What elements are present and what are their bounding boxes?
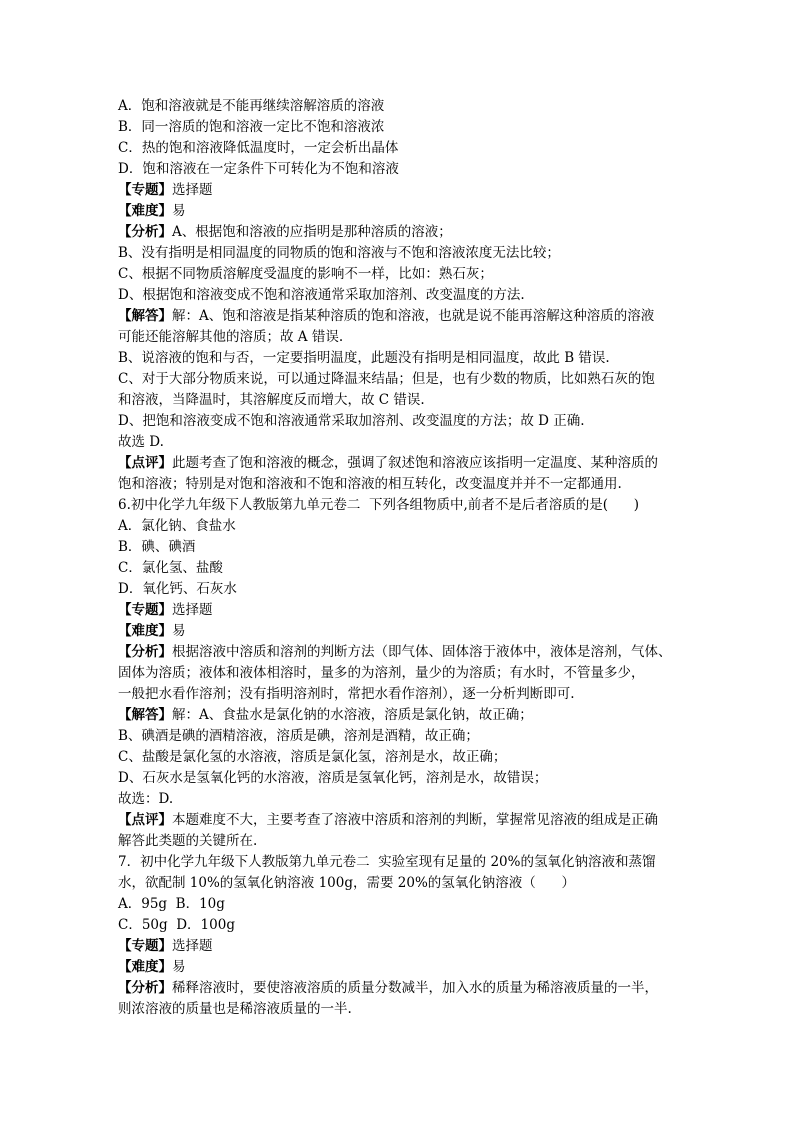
text-line — [118, 159, 688, 180]
line-text: 易 — [172, 623, 186, 639]
line-text: 选择题 — [172, 182, 213, 198]
text-line — [118, 243, 688, 264]
text-line — [118, 579, 688, 600]
line-text: 稀释溶液时，要使溶液溶质的质量分数减半，加入水的质量为稀溶液质量的一半， — [172, 980, 658, 996]
text-line — [118, 411, 688, 432]
line-text: 和溶液，当降温时，其溶解度反而增大，故 C 错误. — [118, 392, 425, 408]
document-page — [118, 96, 688, 1020]
text-line — [118, 873, 688, 894]
line-text: 水，欲配制 10%的氢氧化钠溶液 100g，需要 20%的氢氧化钠溶液（ ） — [118, 875, 576, 891]
text-line — [118, 684, 688, 705]
text-line — [118, 621, 688, 642]
line-text: C、盐酸是氯化氢的水溶液，溶质是氯化氢，溶剂是水，故正确； — [118, 749, 507, 765]
text-line — [118, 600, 688, 621]
section-tag: 【点评】 — [118, 455, 172, 471]
text-line — [118, 999, 688, 1020]
section-tag: 【专题】 — [118, 602, 172, 618]
line-text: 可能还能溶解其他的溶质；故 A 错误. — [118, 329, 344, 345]
line-text: A、根据饱和溶液的应指明是那种溶质的溶液； — [172, 224, 452, 240]
line-text: 选择题 — [172, 602, 213, 618]
line-text: B、没有指明是相同温度的同物质的饱和溶液与不饱和溶液浓度无法比较； — [118, 245, 560, 261]
text-line — [118, 201, 688, 222]
line-text: D、石灰水是氢氧化钙的水溶液，溶质是氢氧化钙，溶剂是水，故错误； — [118, 770, 548, 786]
line-text: 解：A、饱和溶液是指某种溶质的饱和溶液，也就是说不能再溶解这种溶质的溶液 — [172, 308, 655, 324]
line-text: A．95g B．10g — [118, 896, 225, 912]
line-text: 7．初中化学九年级下人教版第九单元卷二 实验室现有足量的 20%的氢氧化钠溶液和蒸馏 — [118, 854, 656, 870]
line-text: 本题难度不大，主要考查了溶液中溶质和溶剂的判断，掌握常见溶液的组成是正确 — [172, 812, 658, 828]
line-text: 固体为溶质；液体和液体相溶时，量多的为溶剂，量少的为溶质；有水时，不管量多少， — [118, 665, 645, 681]
text-line — [118, 390, 688, 411]
text-line — [118, 663, 688, 684]
line-text: D、把饱和溶液变成不饱和溶液通常采取加溶剂、改变温度的方法；故 D 正确. — [118, 413, 585, 429]
line-text: C．热的饱和溶液降低温度时，一定会析出晶体 — [118, 140, 399, 156]
line-text: A．饱和溶液就是不能再继续溶解溶质的溶液 — [118, 98, 385, 114]
line-text: 易 — [172, 203, 186, 219]
section-tag: 【分析】 — [118, 224, 172, 240]
section-tag: 【难度】 — [118, 203, 172, 219]
text-line — [118, 705, 688, 726]
line-text: B、说溶液的饱和与否，一定要指明温度，此题没有指明是相同温度，故此 B 错误. — [118, 350, 610, 366]
line-text: D、根据饱和溶液变成不饱和溶液通常采取加溶剂、改变温度的方法. — [118, 287, 525, 303]
text-line — [118, 264, 688, 285]
line-text: B．同一溶质的饱和溶液一定比不饱和溶液浓 — [118, 119, 385, 135]
section-tag: 【专题】 — [118, 182, 172, 198]
text-line — [118, 726, 688, 747]
line-text: A．氯化钠、食盐水 — [118, 518, 236, 534]
text-line — [118, 810, 688, 831]
line-text: 解答此类题的关键所在. — [118, 833, 258, 849]
line-text: 解：A、食盐水是氯化钠的水溶液，溶质是氯化钠，故正确； — [172, 707, 533, 723]
line-text: C．氯化氢、盐酸 — [118, 560, 223, 576]
text-line — [118, 558, 688, 579]
text-line — [118, 516, 688, 537]
line-text: 故选 D. — [118, 434, 164, 450]
line-text: 根据溶液中溶质和溶剂的判断方法（即气体、固体溶于液体中，液体是溶剂，气体、 — [172, 644, 672, 660]
text-line — [118, 747, 688, 768]
line-text: C、根据不同物质溶解度受温度的影响不一样，比如：熟石灰； — [118, 266, 493, 282]
line-text: B．碘、碘酒 — [118, 539, 196, 555]
text-line — [118, 285, 688, 306]
section-tag: 【分析】 — [118, 644, 172, 660]
line-text: 故选：D. — [118, 791, 174, 807]
text-line — [118, 789, 688, 810]
line-text: 则浓溶液的质量也是稀溶液质量的一半. — [118, 1001, 352, 1017]
text-line — [118, 348, 688, 369]
text-line — [118, 369, 688, 390]
text-line — [118, 978, 688, 999]
line-text: 6.初中化学九年级下人教版第九单元卷二 下列各组物质中,前者不是后者溶质的是( ) — [118, 497, 640, 513]
line-text: B、碘酒是碘的酒精溶液，溶质是碘，溶剂是酒精，故正确； — [118, 728, 479, 744]
section-tag: 【难度】 — [118, 959, 172, 975]
text-line — [118, 537, 688, 558]
text-line — [118, 852, 688, 873]
line-text: 一般把水看作溶剂；没有指明溶剂时，常把水看作溶剂），逐一分析判断即可. — [118, 686, 575, 702]
line-text: D．氧化钙、石灰水 — [118, 581, 237, 597]
text-line — [118, 222, 688, 243]
text-line — [118, 894, 688, 915]
text-line — [118, 642, 688, 663]
text-line — [118, 768, 688, 789]
text-line — [118, 327, 688, 348]
section-tag: 【解答】 — [118, 308, 172, 324]
text-line — [118, 831, 688, 852]
line-text: D．饱和溶液在一定条件下可转化为不饱和溶液 — [118, 161, 399, 177]
text-line — [118, 936, 688, 957]
section-tag: 【解答】 — [118, 707, 172, 723]
line-text: 选择题 — [172, 938, 213, 954]
text-line — [118, 453, 688, 474]
line-text: C、对于大部分物质来说，可以通过降温来结晶；但是，也有少数的物质，比如熟石灰的饱 — [118, 371, 655, 387]
section-tag: 【难度】 — [118, 623, 172, 639]
text-line — [118, 138, 688, 159]
text-line — [118, 495, 688, 516]
line-text: 饱和溶液；特别是对饱和溶液和不饱和溶液的相互转化，改变温度并并不一定都通用. — [118, 476, 622, 492]
text-line — [118, 306, 688, 327]
section-tag: 【分析】 — [118, 980, 172, 996]
text-line — [118, 474, 688, 495]
text-line — [118, 117, 688, 138]
text-line — [118, 915, 688, 936]
text-line — [118, 957, 688, 978]
section-tag: 【点评】 — [118, 812, 172, 828]
text-line — [118, 432, 688, 453]
text-line — [118, 96, 688, 117]
text-line — [118, 180, 688, 201]
section-tag: 【专题】 — [118, 938, 172, 954]
line-text: C．50g D．100g — [118, 917, 235, 933]
line-text: 此题考查了饱和溶液的概念，强调了叙述饱和溶液应该指明一定温度、某种溶质的 — [172, 455, 658, 471]
line-text: 易 — [172, 959, 186, 975]
